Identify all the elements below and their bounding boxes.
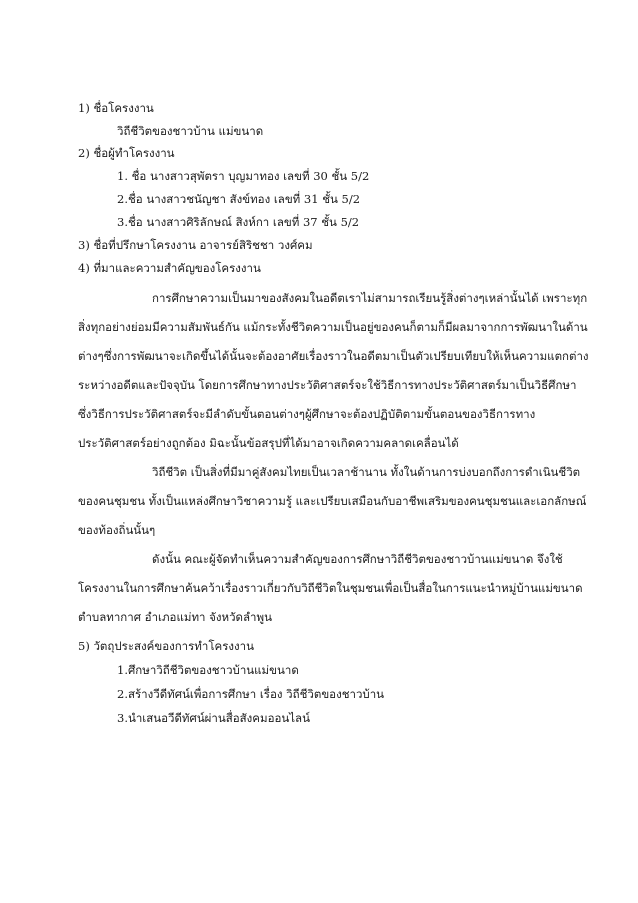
paragraph-1-line: ต่างๆซึ่งการพัฒนาจะเกิดขึ้นได้นั้นจะต้องอาศัยเรื่องราวในอดีตมาเป็นตัวเปรียบเทียบให้เห็นความแตกต่าง: [78, 349, 589, 363]
member-item: 2.ชื่อ นางสาวชนัญชา สังข์ทอง เลขที่ 31 ชั้น 5/2: [117, 192, 361, 206]
member-item: 1. ชื่อ นางสาวสุพัตรา บุญมาทอง เลขที่ 30 ชั้น 5/2: [117, 169, 370, 183]
section-1-heading: 1) ชื่อโครงงาน: [78, 101, 154, 115]
section-2-heading: 2) ชื่อผู้ทำโครงงาน: [78, 146, 175, 160]
paragraph-1-line: ซึ่งวิธีการประวัติศาสตร์จะมีลำดับขั้นตอนต่างๆผู้ศึกษาจะต้องปฏิบัติตามขั้นตอนของวิธีการทาง: [78, 407, 536, 421]
member-item: 3.ชื่อ นางสาวศิริลักษณ์ สิงห์กา เลขที่ 37 ชั้น 5/2: [117, 215, 360, 229]
paragraph-1-line: สิ่งทุกอย่างย่อมมีความสัมพันธ์กัน แม้กระทั้งชีวิตความเป็นอยู่ของคนก็ตามก็มีผลมาจากการพัฒนาในด้าน: [78, 320, 588, 334]
objective-item: 2.สร้างวีดีทัศน์เพื่อการศึกษา เรื่อง วิถีชีวิตของชาวบ้าน: [117, 687, 385, 701]
objective-item: 3.นำเสนอวีดีทัศน์ผ่านสื่อสังคมออนไลน์: [117, 711, 310, 725]
section-3-heading: 3) ชื่อที่ปรึกษาโครงงาน อาจารย์สิริชชา วงศ์คม: [78, 238, 313, 252]
section-5-heading: 5) วัตถุประสงค์ของการทำโครงงาน: [78, 639, 254, 653]
section-4-heading: 4) ที่มาและความสำคัญของโครงงาน: [78, 261, 261, 275]
objective-item: 1.ศึกษาวิถีชีวิตของชาวบ้านแม่ขนาด: [117, 663, 299, 677]
paragraph-2-line: ของท้องถิ่นนั้นๆ: [78, 523, 156, 537]
paragraph-3-line: โครงงานในการศึกษาค้นคว้าเรื่องราวเกี่ยวกับวิถีชีวิตในชุมชนเพื่อเป็นสื่อในการแนะนำหมู่บ้านแม่ขนาด: [78, 581, 583, 595]
paragraph-2-line: วิถีชีวิต เป็นสิ่งที่มีมาคู่สังคมไทยเป็นเวลาช้านาน ทั้งในด้านการบ่งบอกถึงการดำเนินชีวิต: [152, 465, 581, 479]
paragraph-2-line: ของคนชุมชน ทั้งเป็นแหล่งศึกษาวิชาความรู้ และเปรียบเสมือนกับอาชีพเสริมของคนชุมชนและเอกลักษณ์: [78, 494, 587, 508]
paragraph-1-line: การศึกษาความเป็นมาของสังคมในอดีตเราไม่สามารถเรียนรู้สิ่งต่างๆเหล่านั้นได้ เพราะทุก: [152, 291, 588, 305]
paragraph-1-line: ประวัติศาสตร์อย่างถูกต้อง มิฉะนั้นข้อสรุปที่ได้มาอาจเกิดความคลาดเคลื่อนได้: [78, 436, 459, 450]
paragraph-3-line: ตำบลทากาศ อำเภอแม่ทา จังหวัดลำพูน: [78, 610, 272, 624]
paragraph-3-line: ดังนั้น คณะผู้จัดทำเห็นความสำคัญของการศึกษาวิถีชีวิตของชาวบ้านแม่ขนาด จึงใช้: [152, 552, 563, 566]
paragraph-1-line: ระหว่างอดีตและปัจจุบัน โดยการศึกษาทางประวัติศาสตร์จะใช้วิธีการทางประวัติศาสตร์มาเป็นวิธีศึกษา: [78, 378, 577, 392]
project-title: วิถีชีวิตของชาวบ้าน แม่ขนาด: [117, 124, 264, 138]
